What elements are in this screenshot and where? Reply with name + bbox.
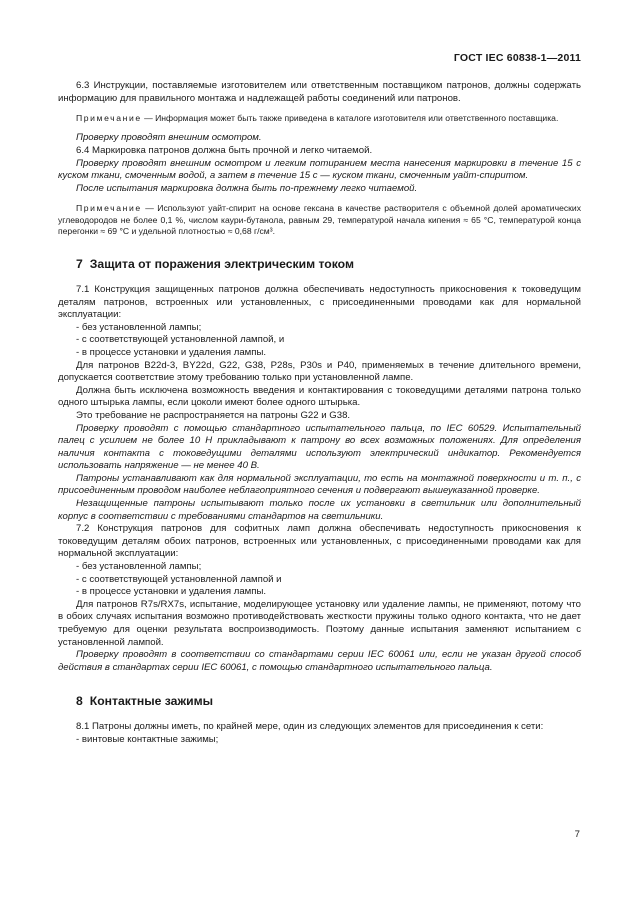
paragraph-not-apply: Это требование не распространяется на патроны G22 и G38.	[76, 409, 351, 421]
note-2	[58, 203, 581, 237]
section-8-heading	[76, 694, 581, 708]
check-finger: Проверку проводят с помощью стандартного испытательного пальца, по IEC 60529. Испытательный палец с усилием не более 10 Н прикладывают к патрону во всех возможных положениях. Для определения наличия контакта с токоведущими деталями используют электрический индикатор. Рекомендуется использовать напряжение — не менее 40 В.	[58, 422, 581, 472]
paragraph-r7s: Для патронов R7s/RX7s, испытание, моделирующее установку или удаление лампы, не применяют, потому что в обоих случаях испытания возможно противодействовать жесткости пружины только одного контакта, что не дает требуемую для оценки результата воспроизводимость. Поэтому данные испытания заменяют испытанием с установленной лампой.	[58, 598, 581, 648]
check-unprotected: Незащищенные патроны испытывают только после их установки в светильник или дополнительный корпус в соответствии с требованиями стандартов на светильники.	[58, 498, 581, 522]
list-item: - в процессе установки и удаления лампы.	[76, 346, 267, 358]
paragraph-7-2: 7.2 Конструкция патронов для софитных ламп должна обеспечивать недоступность прикосновения к токоведущим деталям обоих патронов, встроенных или установленных, с присоединенными проводами как для нормальной эксплуатации:	[58, 523, 581, 560]
check-series: Проверку проводят в соответствии со стандартами серии IEC 60061 или, если не указан другой способ действия в стандартах серии IEC 60061, с помощью стандартного испытательного пальца.	[58, 649, 581, 673]
check-install: Патроны устанавливают как для нормальной эксплуатации, то есть на монтажной поверхности и т. п., с присоединенным проводом наиболее неблагоприятного сечения и подвергают вышеуказанной проверке.	[58, 472, 581, 497]
list-item: - без установленной лампы;	[76, 561, 202, 573]
note-1	[58, 113, 581, 124]
check-after-test: После испытания маркировка должна быть по-прежнему легко читаемой.	[76, 182, 418, 194]
paragraph-lamps: Для патронов В22d-3, BY22d, G22, G38, P28s, P30s и P40, применяемых в течение длительного времени, допускается соответствие этому требованию только при установленной лампе.	[58, 359, 581, 384]
note-text: — Используют уайт-спирит на основе гексана в качестве растворителя с объемной долей ароматических углеводородов не более 0,1 %, числом каури-бутанола, равным 29, температурой начала кипения ≈ 65 °С, температурой конца перегонки ≈ 69 °С и удельной плотностью ≈ 0,68 г/см³.	[58, 203, 582, 236]
list-item: - винтовые контактные зажимы;	[76, 733, 219, 745]
section-7-heading	[76, 257, 581, 271]
list-item: - в процессе установки и удаления лампы.	[76, 586, 267, 598]
list-item: - с соответствующей установленной лампой, и	[76, 334, 285, 346]
list-item: - без установленной лампы;	[76, 321, 202, 333]
note-label: Примечание	[76, 113, 142, 124]
note-label: Примечание	[76, 203, 142, 214]
check-rubbing: Проверку проводят внешним осмотром и легким потиранием места нанесения маркировки в течение 15 с куском ткани, смоченным водой, а затем в течение 15 с — куском ткани, смоченным уайт-спиритом.	[58, 157, 581, 182]
section-title: Защита от поражения электрическим током	[89, 256, 354, 271]
section-number: 7	[76, 256, 83, 271]
section-title: Контактные зажимы	[89, 694, 214, 709]
paragraph-6-4: 6.4 Маркировка патронов должна быть прочной и легко читаемой.	[76, 144, 373, 156]
paragraph-6-3: 6.3 Инструкции, поставляемые изготовителем или ответственным поставщиком патронов, должны содержать информацию для правильного монтажа и надлежащей работы соединений или патронов.	[58, 80, 581, 104]
check-visual: Проверку проводят внешним осмотром.	[76, 132, 262, 144]
page-number: 7	[574, 829, 580, 840]
list-item: - с соответствующей установленной лампой и	[76, 573, 282, 585]
paragraph-7-1: 7.1 Конструкция защищенных патронов должна обеспечивать недоступность прикосновения к токоведущим деталям патронов, встроенных или установленных, с присоединенными проводами как для нормальной эксплуатации:	[58, 283, 581, 321]
document-header: ГОСТ IEC 60838-1—2011	[453, 52, 581, 64]
page-content	[58, 80, 581, 747]
note-text: — Информация может быть также приведена в каталоге изготовителя или ответственного поставщика.	[144, 113, 559, 124]
paragraph-8-1: 8.1 Патроны должны иметь, по крайней мере, один из следующих элементов для присоединения к сети:	[76, 721, 544, 733]
paragraph-contact: Должна быть исключена возможность введения и контактирования с токоведущими деталями патрона только одного штырька лампы, если цоколи имеют более одного штырька.	[58, 384, 581, 409]
section-number: 8	[76, 694, 83, 709]
